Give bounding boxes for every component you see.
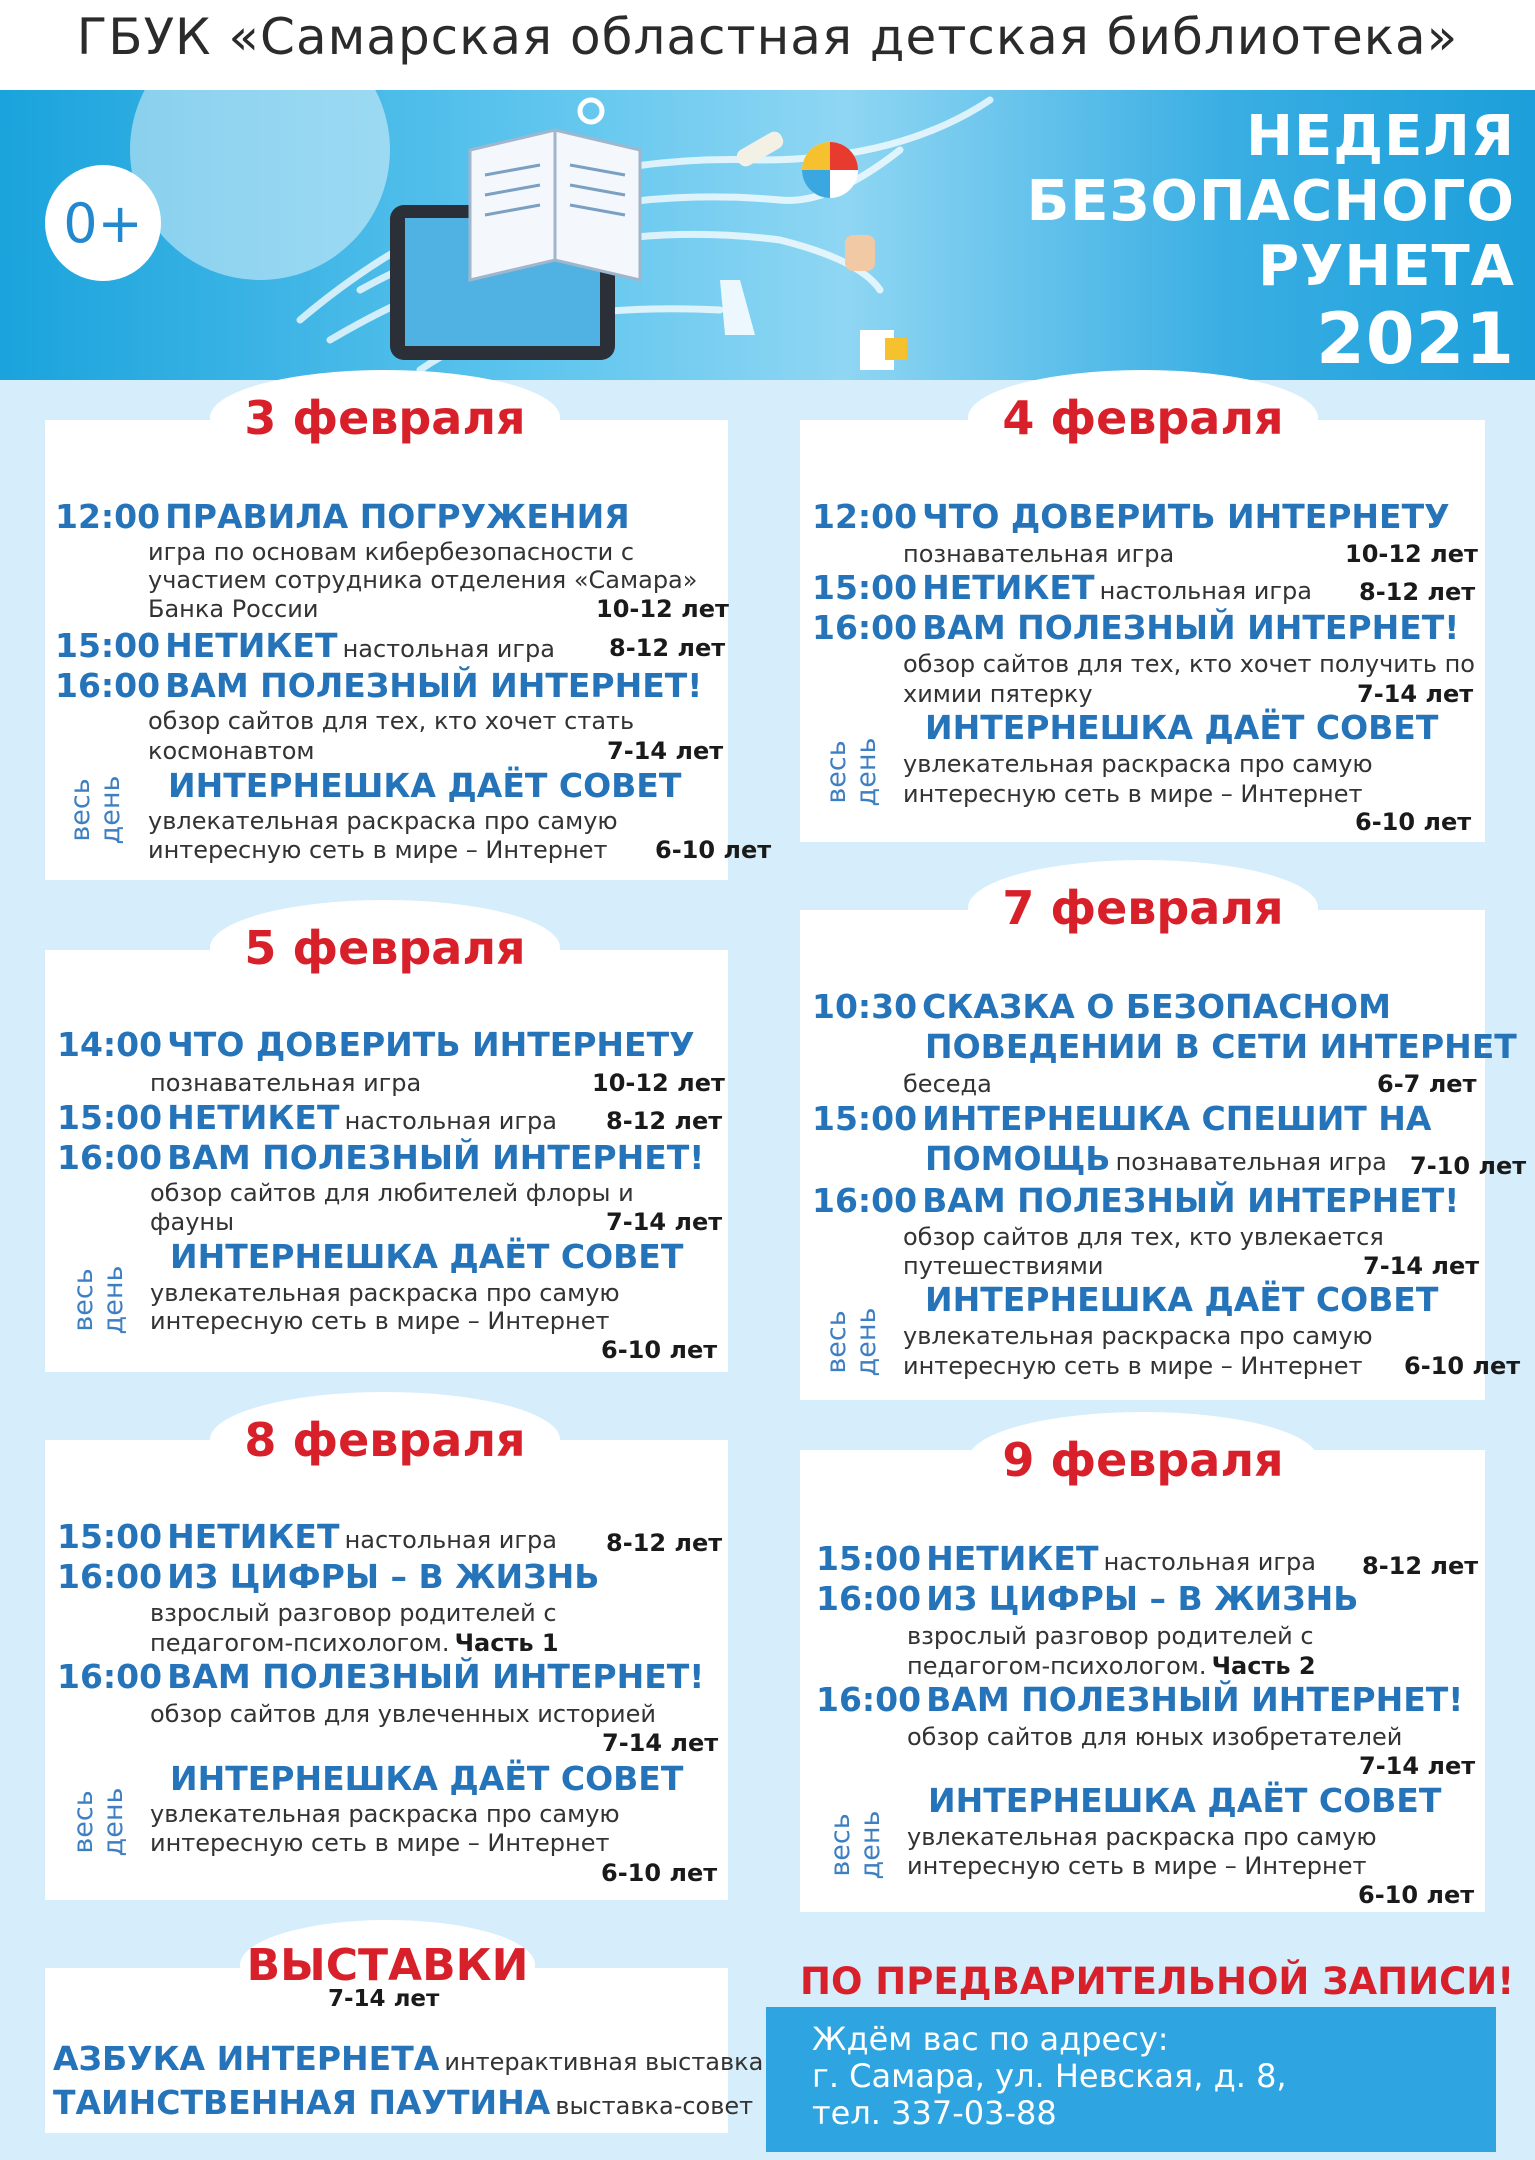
event-desc: космонавтом bbox=[148, 737, 315, 765]
event-title: НЕТИКЕТ bbox=[165, 626, 338, 665]
event-title: ВАМ ПОЛЕЗНЫЙ ИНТЕРНЕТ! bbox=[165, 666, 703, 705]
event-desc: настольная игра bbox=[344, 1526, 557, 1554]
all-day-label: весь день bbox=[68, 1787, 129, 1857]
event-title bbox=[1027, 104, 1515, 379]
event-desc: обзор сайтов для тех, кто хочет получить по bbox=[903, 650, 1475, 678]
event-time: 16:00 bbox=[812, 1181, 918, 1220]
event-age: 6-10 лет bbox=[1355, 808, 1472, 836]
event-title: НЕТИКЕТ bbox=[926, 1539, 1099, 1578]
event-desc: игра по основам кибербезопасности с bbox=[148, 538, 635, 566]
day-date: 4 февраля bbox=[968, 370, 1318, 465]
event-part: Часть 2 bbox=[1211, 1652, 1316, 1680]
event-time: 15:00 bbox=[812, 568, 918, 607]
event-age: 6-10 лет bbox=[655, 836, 772, 864]
event-title-line: БЕЗОПАСНОГО bbox=[1026, 169, 1515, 234]
event-time: 16:00 bbox=[57, 1657, 163, 1696]
event-title: ИНТЕРНЕШКА СПЕШИТ НА bbox=[922, 1099, 1432, 1138]
event-desc: взрослый разговор родителей с bbox=[907, 1622, 1314, 1650]
event-title: ИНТЕРНЕШКА ДАЁТ СОВЕТ bbox=[928, 1781, 1442, 1820]
event-title: НЕТИКЕТ bbox=[167, 1098, 340, 1137]
event-age: 10-12 лет bbox=[596, 595, 729, 623]
day-date: 7 февраля bbox=[968, 860, 1318, 955]
event-time: 14:00 bbox=[57, 1025, 163, 1064]
event-time: 16:00 bbox=[816, 1579, 922, 1618]
day-date: 8 февраля bbox=[210, 1392, 560, 1487]
event-age: 8-12 лет bbox=[606, 1107, 723, 1135]
event-title: ВАМ ПОЛЕЗНЫЙ ИНТЕРНЕТ! bbox=[922, 608, 1460, 647]
event-row bbox=[812, 497, 1450, 536]
event-row bbox=[907, 1652, 1316, 1680]
event-row bbox=[57, 1557, 599, 1596]
event-desc: путешествиями bbox=[903, 1252, 1104, 1280]
event-title: ИНТЕРНЕШКА ДАЁТ СОВЕТ bbox=[925, 1280, 1439, 1319]
phone-line: тел. 337-03-88 bbox=[812, 2094, 1057, 2132]
event-title: ЧТО ДОВЕРИТЬ ИНТЕРНЕТУ bbox=[922, 497, 1450, 536]
event-title: ВАМ ПОЛЕЗНЫЙ ИНТЕРНЕТ! bbox=[167, 1657, 705, 1696]
event-title: ПОМОЩЬ bbox=[925, 1139, 1111, 1178]
event-age: 7-14 лет bbox=[602, 1729, 719, 1757]
event-row bbox=[816, 1539, 1316, 1578]
day-date: 9 февраля bbox=[968, 1412, 1318, 1507]
event-desc: взрослый разговор родителей с bbox=[150, 1599, 557, 1627]
event-row bbox=[812, 1099, 1431, 1138]
address-box bbox=[766, 2007, 1496, 2152]
event-title: ИЗ ЦИФРЫ – В ЖИЗНЬ bbox=[926, 1579, 1359, 1618]
event-row bbox=[925, 1139, 1387, 1178]
event-desc: увлекательная раскраска про самую bbox=[148, 807, 618, 835]
all-day-label: весь день bbox=[68, 1265, 129, 1335]
event-age: 8-12 лет bbox=[1359, 578, 1476, 606]
event-desc: настольная игра bbox=[1099, 577, 1312, 605]
event-row bbox=[816, 1579, 1358, 1618]
event-row bbox=[57, 1098, 557, 1137]
event-desc: обзор сайтов для любителей флоры и bbox=[150, 1179, 634, 1207]
event-desc: обзор сайтов для тех, кто увлекается bbox=[903, 1223, 1384, 1251]
event-age: 8-12 лет bbox=[1362, 1552, 1479, 1580]
event-age: 6-10 лет bbox=[601, 1336, 718, 1364]
event-desc: обзор сайтов для юных изобретателей bbox=[907, 1723, 1403, 1751]
event-row bbox=[57, 1025, 695, 1064]
event-age: 10-12 лет bbox=[592, 1069, 725, 1097]
event-time: 15:00 bbox=[812, 1099, 918, 1138]
event-row bbox=[150, 1629, 559, 1657]
event-desc: познавательная игра bbox=[1115, 1148, 1387, 1176]
event-time: 16:00 bbox=[812, 608, 918, 647]
event-desc: познавательная игра bbox=[903, 540, 1175, 568]
event-desc: интересную сеть в мире – Интернет bbox=[148, 836, 608, 864]
event-title: ИЗ ЦИФРЫ – В ЖИЗНЬ bbox=[167, 1557, 600, 1596]
event-row bbox=[816, 1680, 1463, 1719]
event-desc: настольная игра bbox=[1103, 1548, 1316, 1576]
event-title: ЧТО ДОВЕРИТЬ ИНТЕРНЕТУ bbox=[167, 1025, 695, 1064]
event-age: 6-10 лет bbox=[601, 1859, 718, 1887]
event-time: 15:00 bbox=[816, 1539, 922, 1578]
event-desc: увлекательная раскраска про самую bbox=[150, 1279, 620, 1307]
exhibition-item bbox=[53, 2039, 763, 2078]
event-age: 7-14 лет bbox=[1357, 680, 1474, 708]
exhibition-desc: интерактивная выставка bbox=[444, 2048, 764, 2076]
exhibition-title: АЗБУКА ИНТЕРНЕТА bbox=[53, 2039, 440, 2078]
all-day-label: весь день bbox=[821, 1307, 882, 1377]
address-line: Ждём вас по адресу: bbox=[812, 2020, 1169, 2058]
event-desc: увлекательная раскраска про самую bbox=[907, 1823, 1377, 1851]
event-title: ИНТЕРНЕШКА ДАЁТ СОВЕТ bbox=[925, 708, 1439, 747]
event-desc: интересную сеть в мире – Интернет bbox=[907, 1852, 1367, 1880]
event-desc: интересную сеть в мире – Интернет bbox=[903, 780, 1363, 808]
event-desc: увлекательная раскраска про самую bbox=[903, 750, 1373, 778]
event-desc: химии пятерку bbox=[903, 680, 1093, 708]
event-title: НЕТИКЕТ bbox=[167, 1517, 340, 1556]
event-desc: увлекательная раскраска про самую bbox=[150, 1800, 620, 1828]
event-age: 8-12 лет bbox=[609, 634, 726, 662]
event-title: НЕТИКЕТ bbox=[922, 568, 1095, 607]
event-time: 12:00 bbox=[55, 497, 161, 536]
event-title-line: РУНЕТА bbox=[1258, 234, 1515, 299]
event-time: 15:00 bbox=[57, 1098, 163, 1137]
event-title: ВАМ ПОЛЕЗНЫЙ ИНТЕРНЕТ! bbox=[922, 1181, 1460, 1220]
organization-name: ГБУК «Самарская областная детская библиотека» bbox=[76, 8, 1459, 66]
event-time: 16:00 bbox=[57, 1557, 163, 1596]
event-part: Часть 1 bbox=[454, 1629, 559, 1657]
event-title: ИНТЕРНЕШКА ДАЁТ СОВЕТ bbox=[170, 1759, 684, 1798]
all-day-label: весь день bbox=[825, 1810, 886, 1880]
event-desc: беседа bbox=[903, 1070, 992, 1098]
event-row bbox=[57, 1138, 704, 1177]
event-time: 16:00 bbox=[55, 666, 161, 705]
event-desc: фауны bbox=[150, 1208, 235, 1236]
event-desc: педагогом-психологом. bbox=[907, 1652, 1207, 1680]
event-title: ИНТЕРНЕШКА ДАЁТ СОВЕТ bbox=[170, 1237, 684, 1276]
event-age: 8-12 лет bbox=[606, 1529, 723, 1557]
exhibition-desc: выставка-совет bbox=[555, 2092, 754, 2120]
event-time: 10:30 bbox=[812, 987, 918, 1026]
event-time: 12:00 bbox=[812, 497, 918, 536]
event-title: ПРАВИЛА ПОГРУЖЕНИЯ bbox=[165, 497, 630, 536]
event-age: 6-10 лет bbox=[1358, 1881, 1475, 1909]
event-time: 15:00 bbox=[57, 1517, 163, 1556]
event-desc: настольная игра bbox=[344, 1107, 557, 1135]
event-row bbox=[55, 497, 630, 536]
event-desc: интересную сеть в мире – Интернет bbox=[150, 1829, 610, 1857]
event-desc: интересную сеть в мире – Интернет bbox=[903, 1352, 1363, 1380]
event-row bbox=[57, 1517, 557, 1556]
event-desc: участием сотрудника отделения «Самара» bbox=[148, 566, 698, 594]
event-row bbox=[812, 568, 1312, 607]
event-row bbox=[55, 666, 702, 705]
event-desc: обзор сайтов для тех, кто хочет стать bbox=[148, 707, 635, 735]
exhibitions-age: 7-14 лет bbox=[328, 1986, 440, 2012]
event-desc: интересную сеть в мире – Интернет bbox=[150, 1307, 610, 1335]
exhibitions-title: ВЫСТАВКИ bbox=[240, 1920, 535, 2010]
age-rating-badge: 0+ bbox=[45, 165, 161, 281]
event-title: ИНТЕРНЕШКА ДАЁТ СОВЕТ bbox=[168, 766, 682, 805]
event-title: ВАМ ПОЛЕЗНЫЙ ИНТЕРНЕТ! bbox=[167, 1138, 705, 1177]
event-desc: педагогом-психологом. bbox=[150, 1629, 450, 1657]
event-row bbox=[812, 1181, 1459, 1220]
event-age: 7-10 лет bbox=[1410, 1152, 1527, 1180]
exhibition-item bbox=[53, 2083, 753, 2122]
event-age: 7-14 лет bbox=[607, 737, 724, 765]
registration-notice: ПО ПРЕДВАРИТЕЛЬНОЙ ЗАПИСИ! bbox=[800, 1960, 1515, 2003]
all-day-label: весь день bbox=[65, 775, 126, 845]
day-date: 3 февраля bbox=[210, 370, 560, 465]
event-age: 6-7 лет bbox=[1377, 1070, 1477, 1098]
event-age: 10-12 лет bbox=[1345, 540, 1478, 568]
event-age: 7-14 лет bbox=[1363, 1252, 1480, 1280]
address-line: г. Самара, ул. Невская, д. 8, bbox=[812, 2057, 1287, 2095]
event-row bbox=[55, 626, 555, 665]
event-desc: увлекательная раскраска про самую bbox=[903, 1322, 1373, 1350]
event-year: 2021 bbox=[1316, 298, 1515, 380]
event-desc: обзор сайтов для увлеченных историей bbox=[150, 1700, 656, 1728]
event-row bbox=[57, 1657, 704, 1696]
event-title-line: НЕДЕЛЯ bbox=[1246, 104, 1515, 169]
event-time: 16:00 bbox=[816, 1680, 922, 1719]
event-time: 15:00 bbox=[55, 626, 161, 665]
event-title: ВАМ ПОЛЕЗНЫЙ ИНТЕРНЕТ! bbox=[926, 1680, 1464, 1719]
event-row bbox=[812, 608, 1459, 647]
event-row bbox=[812, 987, 1391, 1026]
event-desc: Банка России bbox=[148, 595, 319, 623]
exhibition-title: ТАИНСТВЕННАЯ ПАУТИНА bbox=[53, 2083, 551, 2122]
event-age: 6-10 лет bbox=[1404, 1352, 1521, 1380]
day-date: 5 февраля bbox=[210, 900, 560, 995]
event-title: ПОВЕДЕНИИ В СЕТИ ИНТЕРНЕТ bbox=[925, 1027, 1517, 1066]
event-desc: познавательная игра bbox=[150, 1069, 422, 1097]
event-age: 7-14 лет bbox=[606, 1208, 723, 1236]
event-time: 16:00 bbox=[57, 1138, 163, 1177]
header-banner bbox=[0, 90, 1535, 380]
event-age: 7-14 лет bbox=[1359, 1752, 1476, 1780]
all-day-label: весь день bbox=[821, 737, 882, 807]
event-title: СКАЗКА О БЕЗОПАСНОМ bbox=[922, 987, 1391, 1026]
event-desc: настольная игра bbox=[342, 635, 555, 663]
